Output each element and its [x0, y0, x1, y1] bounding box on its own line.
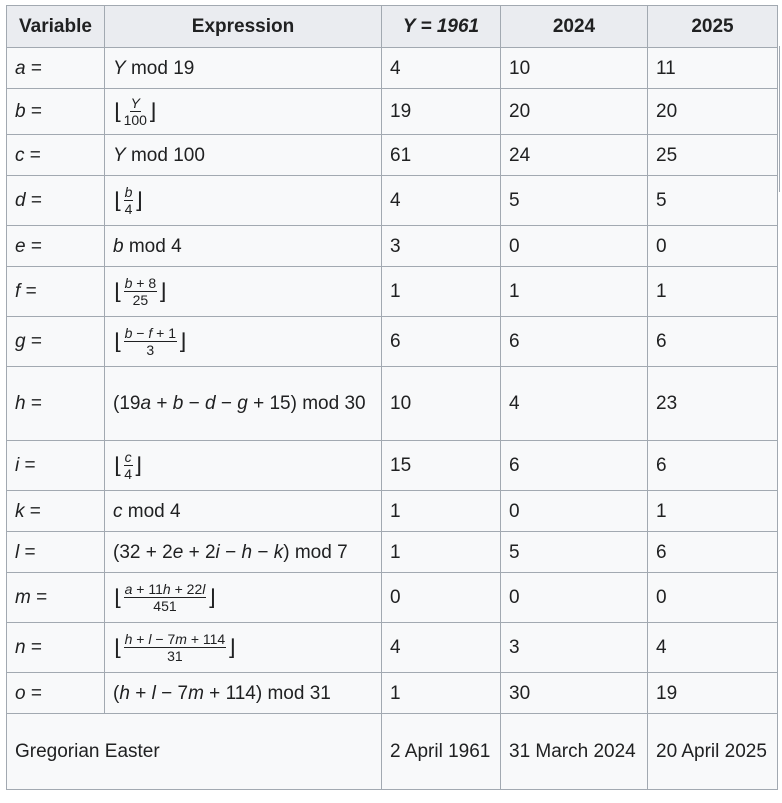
value-1961: 15 — [382, 441, 501, 491]
expression-cell — [105, 673, 382, 714]
table-body — [7, 48, 778, 714]
floor-left-bracket: ⌊ — [114, 187, 123, 213]
fraction — [124, 96, 147, 128]
easter-computation-table — [6, 5, 778, 790]
fraction-numerator: c — [124, 448, 132, 465]
footer-date-1961: 2 April 1961 — [382, 714, 501, 790]
floor-expression — [113, 326, 188, 358]
variable-name: b — [15, 101, 26, 122]
fraction — [124, 450, 133, 482]
floor-right-bracket: ⌋ — [207, 584, 216, 610]
expression-cell — [105, 367, 382, 441]
value-2025: 4 — [648, 623, 778, 673]
value-1961: 4 — [382, 48, 501, 89]
equals-sign: = — [30, 682, 42, 704]
variable-name: i — [15, 455, 20, 476]
fraction — [124, 632, 227, 664]
expression-cell — [105, 573, 382, 623]
fraction-numerator: b — [124, 183, 133, 200]
variable-cell — [7, 267, 105, 317]
fraction-numerator: b − f + 1 — [124, 324, 177, 341]
fraction-numerator: Y — [130, 94, 140, 111]
footer-row — [7, 714, 778, 790]
footer-label: Gregorian Easter — [7, 714, 382, 790]
floor-right-bracket: ⌋ — [178, 328, 187, 354]
expression-cell — [105, 441, 382, 491]
fraction — [124, 326, 177, 358]
value-1961: 1 — [382, 491, 501, 532]
footer-date-2024: 31 March 2024 — [501, 714, 648, 790]
variable-cell — [7, 226, 105, 267]
variable-name: o — [15, 682, 26, 704]
equals-sign: = — [30, 190, 42, 211]
value-1961: 10 — [382, 367, 501, 441]
value-1961: 61 — [382, 135, 501, 176]
value-1961: 1 — [382, 673, 501, 714]
value-1961: 1 — [382, 532, 501, 573]
table-row — [7, 573, 778, 623]
value-2025: 23 — [648, 367, 778, 441]
scroll-edge-line — [779, 46, 780, 192]
value-2024: 0 — [501, 491, 648, 532]
floor-left-bracket: ⌊ — [114, 634, 123, 660]
expression-text: (32 + 2e + 2i − h − k) mod 7 — [113, 541, 348, 563]
variable-name: g — [15, 331, 26, 352]
expression-cell — [105, 623, 382, 673]
value-2024: 5 — [501, 176, 648, 226]
footer-date-2025: 20 April 2025 — [648, 714, 778, 790]
expression-cell — [105, 89, 382, 135]
equals-sign: = — [30, 57, 42, 79]
floor-right-bracket: ⌋ — [134, 187, 143, 213]
variable-name: k — [15, 500, 25, 522]
floor-right-bracket: ⌋ — [147, 98, 157, 124]
expression-cell — [105, 267, 382, 317]
value-2025: 11 — [648, 48, 778, 89]
value-2024: 5 — [501, 532, 648, 573]
value-2024: 1 — [501, 267, 648, 317]
header-variable: Variable — [7, 6, 105, 48]
table-row — [7, 267, 778, 317]
value-2025: 6 — [648, 317, 778, 367]
value-1961: 4 — [382, 623, 501, 673]
value-2025: 20 — [648, 89, 778, 135]
header-year-1961-label: Y = 1961 — [402, 16, 480, 37]
expression-text: (h + l − 7m + 114) mod 31 — [113, 682, 331, 704]
table-row — [7, 623, 778, 673]
value-2025: 0 — [648, 573, 778, 623]
variable-cell — [7, 135, 105, 176]
fraction-numerator: h + l − 7m + 114 — [124, 630, 226, 647]
table-row — [7, 532, 778, 573]
variable-cell — [7, 441, 105, 491]
floor-expression — [113, 185, 144, 217]
expression-text: Y mod 100 — [113, 144, 205, 166]
value-1961: 0 — [382, 573, 501, 623]
variable-cell — [7, 623, 105, 673]
header-year-2025: 2025 — [648, 6, 778, 48]
value-2024: 10 — [501, 48, 648, 89]
fraction-denominator: 100 — [123, 112, 147, 129]
floor-expression — [113, 96, 158, 128]
header-year-2024: 2024 — [501, 6, 648, 48]
expression-cell — [105, 226, 382, 267]
value-2025: 1 — [648, 267, 778, 317]
expression-cell — [105, 48, 382, 89]
fraction-denominator: 3 — [146, 342, 155, 359]
value-2025: 25 — [648, 135, 778, 176]
fraction-denominator: 31 — [167, 648, 183, 665]
floor-right-bracket: ⌋ — [227, 634, 236, 660]
floor-left-bracket: ⌊ — [114, 328, 123, 354]
equals-sign: = — [24, 541, 36, 563]
fraction-denominator: 4 — [124, 201, 133, 218]
variable-name: c — [15, 144, 25, 166]
variable-name: e — [15, 235, 26, 257]
equals-sign: = — [29, 144, 41, 166]
table-row — [7, 673, 778, 714]
variable-cell — [7, 176, 105, 226]
fraction — [124, 582, 207, 614]
fraction-denominator: 25 — [132, 292, 149, 309]
value-2025: 6 — [648, 532, 778, 573]
equals-sign: = — [29, 500, 41, 522]
equals-sign: = — [30, 331, 42, 352]
floor-expression — [113, 632, 237, 664]
table-row — [7, 226, 778, 267]
variable-cell — [7, 48, 105, 89]
floor-left-bracket: ⌊ — [114, 452, 123, 478]
variable-cell — [7, 673, 105, 714]
table-row — [7, 491, 778, 532]
value-2025: 1 — [648, 491, 778, 532]
table-row — [7, 367, 778, 441]
floor-right-bracket: ⌋ — [158, 278, 167, 304]
floor-expression — [113, 276, 168, 308]
variable-cell — [7, 573, 105, 623]
equals-sign: = — [36, 587, 48, 608]
value-1961: 6 — [382, 317, 501, 367]
equals-sign: = — [30, 235, 42, 257]
variable-name: d — [15, 190, 26, 211]
expression-text: (19a + b − d − g + 15) mod 30 — [113, 393, 366, 414]
value-1961: 3 — [382, 226, 501, 267]
value-2024: 0 — [501, 573, 648, 623]
floor-expression — [113, 450, 143, 482]
value-2024: 6 — [501, 317, 648, 367]
value-2024: 20 — [501, 89, 648, 135]
floor-left-bracket: ⌊ — [114, 278, 123, 304]
value-2024: 0 — [501, 226, 648, 267]
table-row — [7, 48, 778, 89]
equals-sign: = — [24, 455, 36, 476]
equals-sign: = — [25, 281, 37, 302]
variable-name: l — [15, 541, 20, 563]
table-row — [7, 441, 778, 491]
value-2025: 5 — [648, 176, 778, 226]
expression-cell — [105, 491, 382, 532]
fraction-numerator: a + 11h + 22l — [124, 580, 206, 597]
expression-cell — [105, 532, 382, 573]
floor-right-bracket: ⌋ — [133, 452, 143, 478]
variable-cell — [7, 532, 105, 573]
variable-name: a — [15, 57, 26, 79]
equals-sign: = — [30, 393, 42, 414]
expression-text: b mod 4 — [113, 235, 182, 257]
table-row — [7, 135, 778, 176]
expression-cell — [105, 135, 382, 176]
floor-left-bracket: ⌊ — [114, 584, 123, 610]
value-2025: 19 — [648, 673, 778, 714]
floor-expression — [113, 582, 217, 614]
value-2025: 0 — [648, 226, 778, 267]
variable-name: h — [15, 393, 26, 414]
floor-left-bracket: ⌊ — [114, 98, 123, 124]
header-row — [7, 6, 778, 48]
variable-cell — [7, 367, 105, 441]
equals-sign: = — [30, 101, 42, 122]
table-row — [7, 176, 778, 226]
variable-cell — [7, 491, 105, 532]
value-2024: 24 — [501, 135, 648, 176]
value-2024: 4 — [501, 367, 648, 441]
expression-text: c mod 4 — [113, 500, 181, 522]
table-row — [7, 89, 778, 135]
fraction — [124, 185, 134, 217]
fraction — [124, 276, 158, 308]
fraction-numerator: b + 8 — [124, 274, 157, 291]
equals-sign: = — [30, 637, 42, 658]
variable-name: f — [15, 281, 21, 302]
variable-cell — [7, 89, 105, 135]
value-1961: 1 — [382, 267, 501, 317]
header-year-1961 — [382, 6, 501, 48]
table-row — [7, 317, 778, 367]
value-2024: 30 — [501, 673, 648, 714]
value-1961: 4 — [382, 176, 501, 226]
value-1961: 19 — [382, 89, 501, 135]
fraction-denominator: 4 — [124, 466, 132, 483]
header-expression: Expression — [105, 6, 382, 48]
expression-cell — [105, 176, 382, 226]
expression-cell — [105, 317, 382, 367]
variable-name: m — [15, 587, 31, 608]
value-2024: 6 — [501, 441, 648, 491]
expression-text: Y mod 19 — [113, 57, 195, 79]
value-2024: 3 — [501, 623, 648, 673]
fraction-denominator: 451 — [153, 598, 177, 615]
variable-name: n — [15, 637, 26, 658]
value-2025: 6 — [648, 441, 778, 491]
variable-cell — [7, 317, 105, 367]
